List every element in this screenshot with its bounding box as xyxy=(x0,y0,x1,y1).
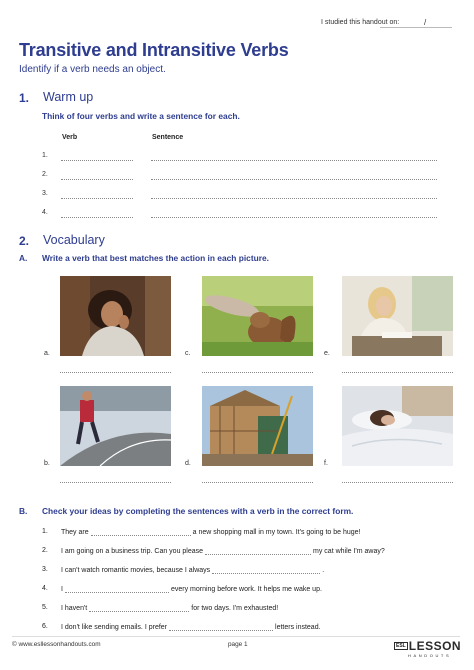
sentence-after: my cat while I'm away? xyxy=(313,548,385,555)
section1-instruction: Think of four verbs and write a sentence for each. xyxy=(42,111,240,121)
row-number: 1. xyxy=(42,152,48,159)
studied-label: I studied this handout on: xyxy=(321,19,400,26)
column-verb: Verb xyxy=(62,134,78,141)
thinking-woman-photo xyxy=(60,276,171,356)
footer-website[interactable]: © www.esllessonhandouts.com xyxy=(12,641,101,648)
sentence-row xyxy=(42,604,462,616)
sentence-before: I am going on a business trip. Can you please xyxy=(61,548,204,555)
picture-letter: c. xyxy=(185,350,191,357)
section2-number: 2. xyxy=(19,234,30,248)
verb-blank[interactable] xyxy=(61,179,133,180)
sentence-before: I xyxy=(61,586,63,593)
verb-blank[interactable] xyxy=(61,217,133,218)
sentence-after: every morning before work. It helps me wake up. xyxy=(170,586,322,593)
footer-divider xyxy=(12,636,460,637)
picture-letter: b. xyxy=(44,460,50,467)
sentence-blank[interactable] xyxy=(89,604,189,612)
picture-answer-blank[interactable] xyxy=(342,482,453,483)
page-title: Transitive and Intransitive Verbs xyxy=(19,40,289,60)
sentence-number: 2. xyxy=(42,547,48,554)
sentence-blank[interactable] xyxy=(212,566,320,574)
partB-letter: B. xyxy=(19,506,28,516)
sleeping-woman-photo xyxy=(342,386,453,466)
picture-letter: f. xyxy=(324,460,328,467)
row-number: 4. xyxy=(42,209,48,216)
column-sentence: Sentence xyxy=(152,134,184,141)
reading-woman-photo xyxy=(342,276,453,356)
sentence-row xyxy=(42,528,462,540)
studied-slash: / xyxy=(424,18,427,27)
section1-number: 1. xyxy=(19,91,30,105)
picture-answer-blank[interactable] xyxy=(60,372,171,373)
studied-date-line[interactable] xyxy=(380,27,452,28)
picture-answer-blank[interactable] xyxy=(60,482,171,483)
picture-answer-blank[interactable] xyxy=(202,482,313,483)
sentence-row xyxy=(42,623,462,635)
sentence-blank[interactable] xyxy=(151,160,437,161)
sentence-after: letters instead. xyxy=(275,624,321,631)
warmup-row xyxy=(42,152,422,164)
picture-letter: a. xyxy=(44,350,50,357)
verb-blank[interactable] xyxy=(61,160,133,161)
verb-blank[interactable] xyxy=(61,198,133,199)
sentence-after: a new shopping mall in my town. It's going to be huge! xyxy=(192,529,361,536)
sentence-before: I haven't xyxy=(61,605,88,612)
sentence-row xyxy=(42,566,462,578)
partA-instruction: Write a verb that best matches the action in each picture. xyxy=(42,253,269,263)
sentence-before: I can't watch romantic movies, because I always xyxy=(61,567,211,574)
sentence-number: 3. xyxy=(42,566,48,573)
sentence-blank[interactable] xyxy=(91,528,191,536)
warmup-row xyxy=(42,209,422,221)
sentence-number: 5. xyxy=(42,604,48,611)
sentence-blank[interactable] xyxy=(151,198,437,199)
sentence-row xyxy=(42,585,462,597)
warmup-row xyxy=(42,171,422,183)
section2-title: Vocabulary xyxy=(43,233,105,247)
logo-badge: ESL xyxy=(396,643,406,649)
picture-answer-blank[interactable] xyxy=(342,372,453,373)
running-man-photo xyxy=(60,386,171,466)
sentence-blank[interactable] xyxy=(65,585,169,593)
building-construction-photo xyxy=(202,386,313,466)
row-number: 2. xyxy=(42,171,48,178)
section1-title: Warm up xyxy=(43,90,94,104)
sentence-after: for two days. I'm exhausted! xyxy=(191,605,279,612)
partB-instruction: Check your ideas by completing the sentences with a verb in the correct form. xyxy=(42,506,354,516)
sentence-before: They are xyxy=(61,529,89,536)
logo-word: LESSON xyxy=(408,639,462,653)
footer-page-number: page 1 xyxy=(228,641,248,648)
sentence-before: I don't like sending emails. I prefer xyxy=(61,624,168,631)
sentence-blank[interactable] xyxy=(169,623,273,631)
partA-letter: A. xyxy=(19,253,28,263)
sentence-row xyxy=(42,547,462,559)
sentence-number: 6. xyxy=(42,623,48,630)
sentence-blank[interactable] xyxy=(205,547,311,555)
sentence-number: 1. xyxy=(42,528,48,535)
sentence-blank[interactable] xyxy=(151,217,437,218)
sentence-blank[interactable] xyxy=(151,179,437,180)
picture-letter: e. xyxy=(324,350,330,357)
warmup-row xyxy=(42,190,422,202)
row-number: 3. xyxy=(42,190,48,197)
sentence-after: . xyxy=(322,567,325,574)
esl-lesson-handouts-logo xyxy=(394,637,464,659)
picture-answer-blank[interactable] xyxy=(202,372,313,373)
feeding-squirrel-photo xyxy=(202,276,313,356)
logo-sub: HANDOUTS xyxy=(408,653,452,658)
page-subtitle: Identify if a verb needs an object. xyxy=(19,64,166,75)
sentence-number: 4. xyxy=(42,585,48,592)
picture-letter: d. xyxy=(185,460,191,467)
